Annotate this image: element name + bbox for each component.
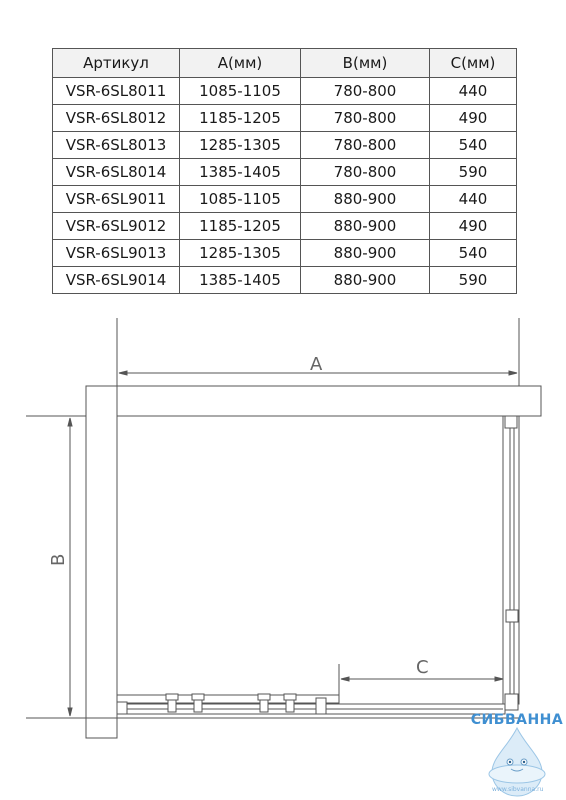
cell-article: VSR-6SL8013 — [53, 132, 180, 159]
roller-3 — [258, 694, 270, 712]
cell-article: VSR-6SL8011 — [53, 78, 180, 105]
cell-article: VSR-6SL9014 — [53, 267, 180, 294]
roller-4 — [284, 694, 296, 712]
arrow-c-right — [495, 677, 503, 681]
header-b: B(мм) — [301, 49, 430, 78]
cell-article: VSR-6SL9013 — [53, 240, 180, 267]
cell-c: 440 — [430, 186, 517, 213]
cell-b: 880-900 — [301, 267, 430, 294]
arrow-a-left — [119, 371, 127, 375]
sibvanna-watermark — [468, 712, 566, 800]
cell-article: VSR-6SL9012 — [53, 213, 180, 240]
right-top-bracket — [505, 416, 517, 428]
front-sliding-door — [117, 695, 339, 703]
top-wall — [86, 386, 541, 416]
cell-a: 1185-1205 — [180, 105, 301, 132]
cell-a: 1185-1205 — [180, 213, 301, 240]
cell-c: 590 — [430, 267, 517, 294]
arrow-b-top — [68, 418, 72, 426]
cell-b: 880-900 — [301, 186, 430, 213]
watermark-name: СИБВАННА — [470, 712, 564, 728]
left-wall — [86, 386, 117, 738]
cell-a: 1085-1105 — [180, 186, 301, 213]
handle — [316, 698, 326, 714]
arrow-b-bottom — [68, 708, 72, 716]
header-a: A(мм) — [180, 49, 301, 78]
cell-b: 780-800 — [301, 78, 430, 105]
roller-2 — [192, 694, 204, 712]
cell-c: 540 — [430, 240, 517, 267]
arrow-a-right — [509, 371, 517, 375]
right-fixed-panel — [503, 416, 519, 704]
cell-c: 490 — [430, 213, 517, 240]
cell-a: 1085-1105 — [180, 78, 301, 105]
cell-b: 780-800 — [301, 105, 430, 132]
cell-c: 540 — [430, 132, 517, 159]
cell-a: 1385-1405 — [180, 159, 301, 186]
cell-b: 780-800 — [301, 132, 430, 159]
cell-a: 1285-1305 — [180, 132, 301, 159]
cell-b: 880-900 — [301, 213, 430, 240]
cell-c: 590 — [430, 159, 517, 186]
header-c: C(мм) — [430, 49, 517, 78]
cell-a: 1385-1405 — [180, 267, 301, 294]
right-middle-bracket — [506, 610, 518, 622]
corner-post — [505, 694, 518, 710]
dimension-label-b: B — [48, 553, 69, 566]
cell-article: VSR-6SL8012 — [53, 105, 180, 132]
roller-1 — [166, 694, 178, 712]
cell-b: 880-900 — [301, 240, 430, 267]
cell-c: 440 — [430, 78, 517, 105]
front-left-bracket — [117, 702, 127, 714]
watermark-url: www.sibvanna.ru — [492, 786, 544, 793]
cell-a: 1285-1305 — [180, 240, 301, 267]
header-article: Артикул — [53, 49, 180, 78]
arrow-c-left — [341, 677, 349, 681]
cell-b: 780-800 — [301, 159, 430, 186]
cell-c: 490 — [430, 105, 517, 132]
cell-article: VSR-6SL9011 — [53, 186, 180, 213]
cell-article: VSR-6SL8014 — [53, 159, 180, 186]
dimension-label-a: A — [310, 354, 323, 375]
dimension-label-c: C — [416, 657, 429, 678]
